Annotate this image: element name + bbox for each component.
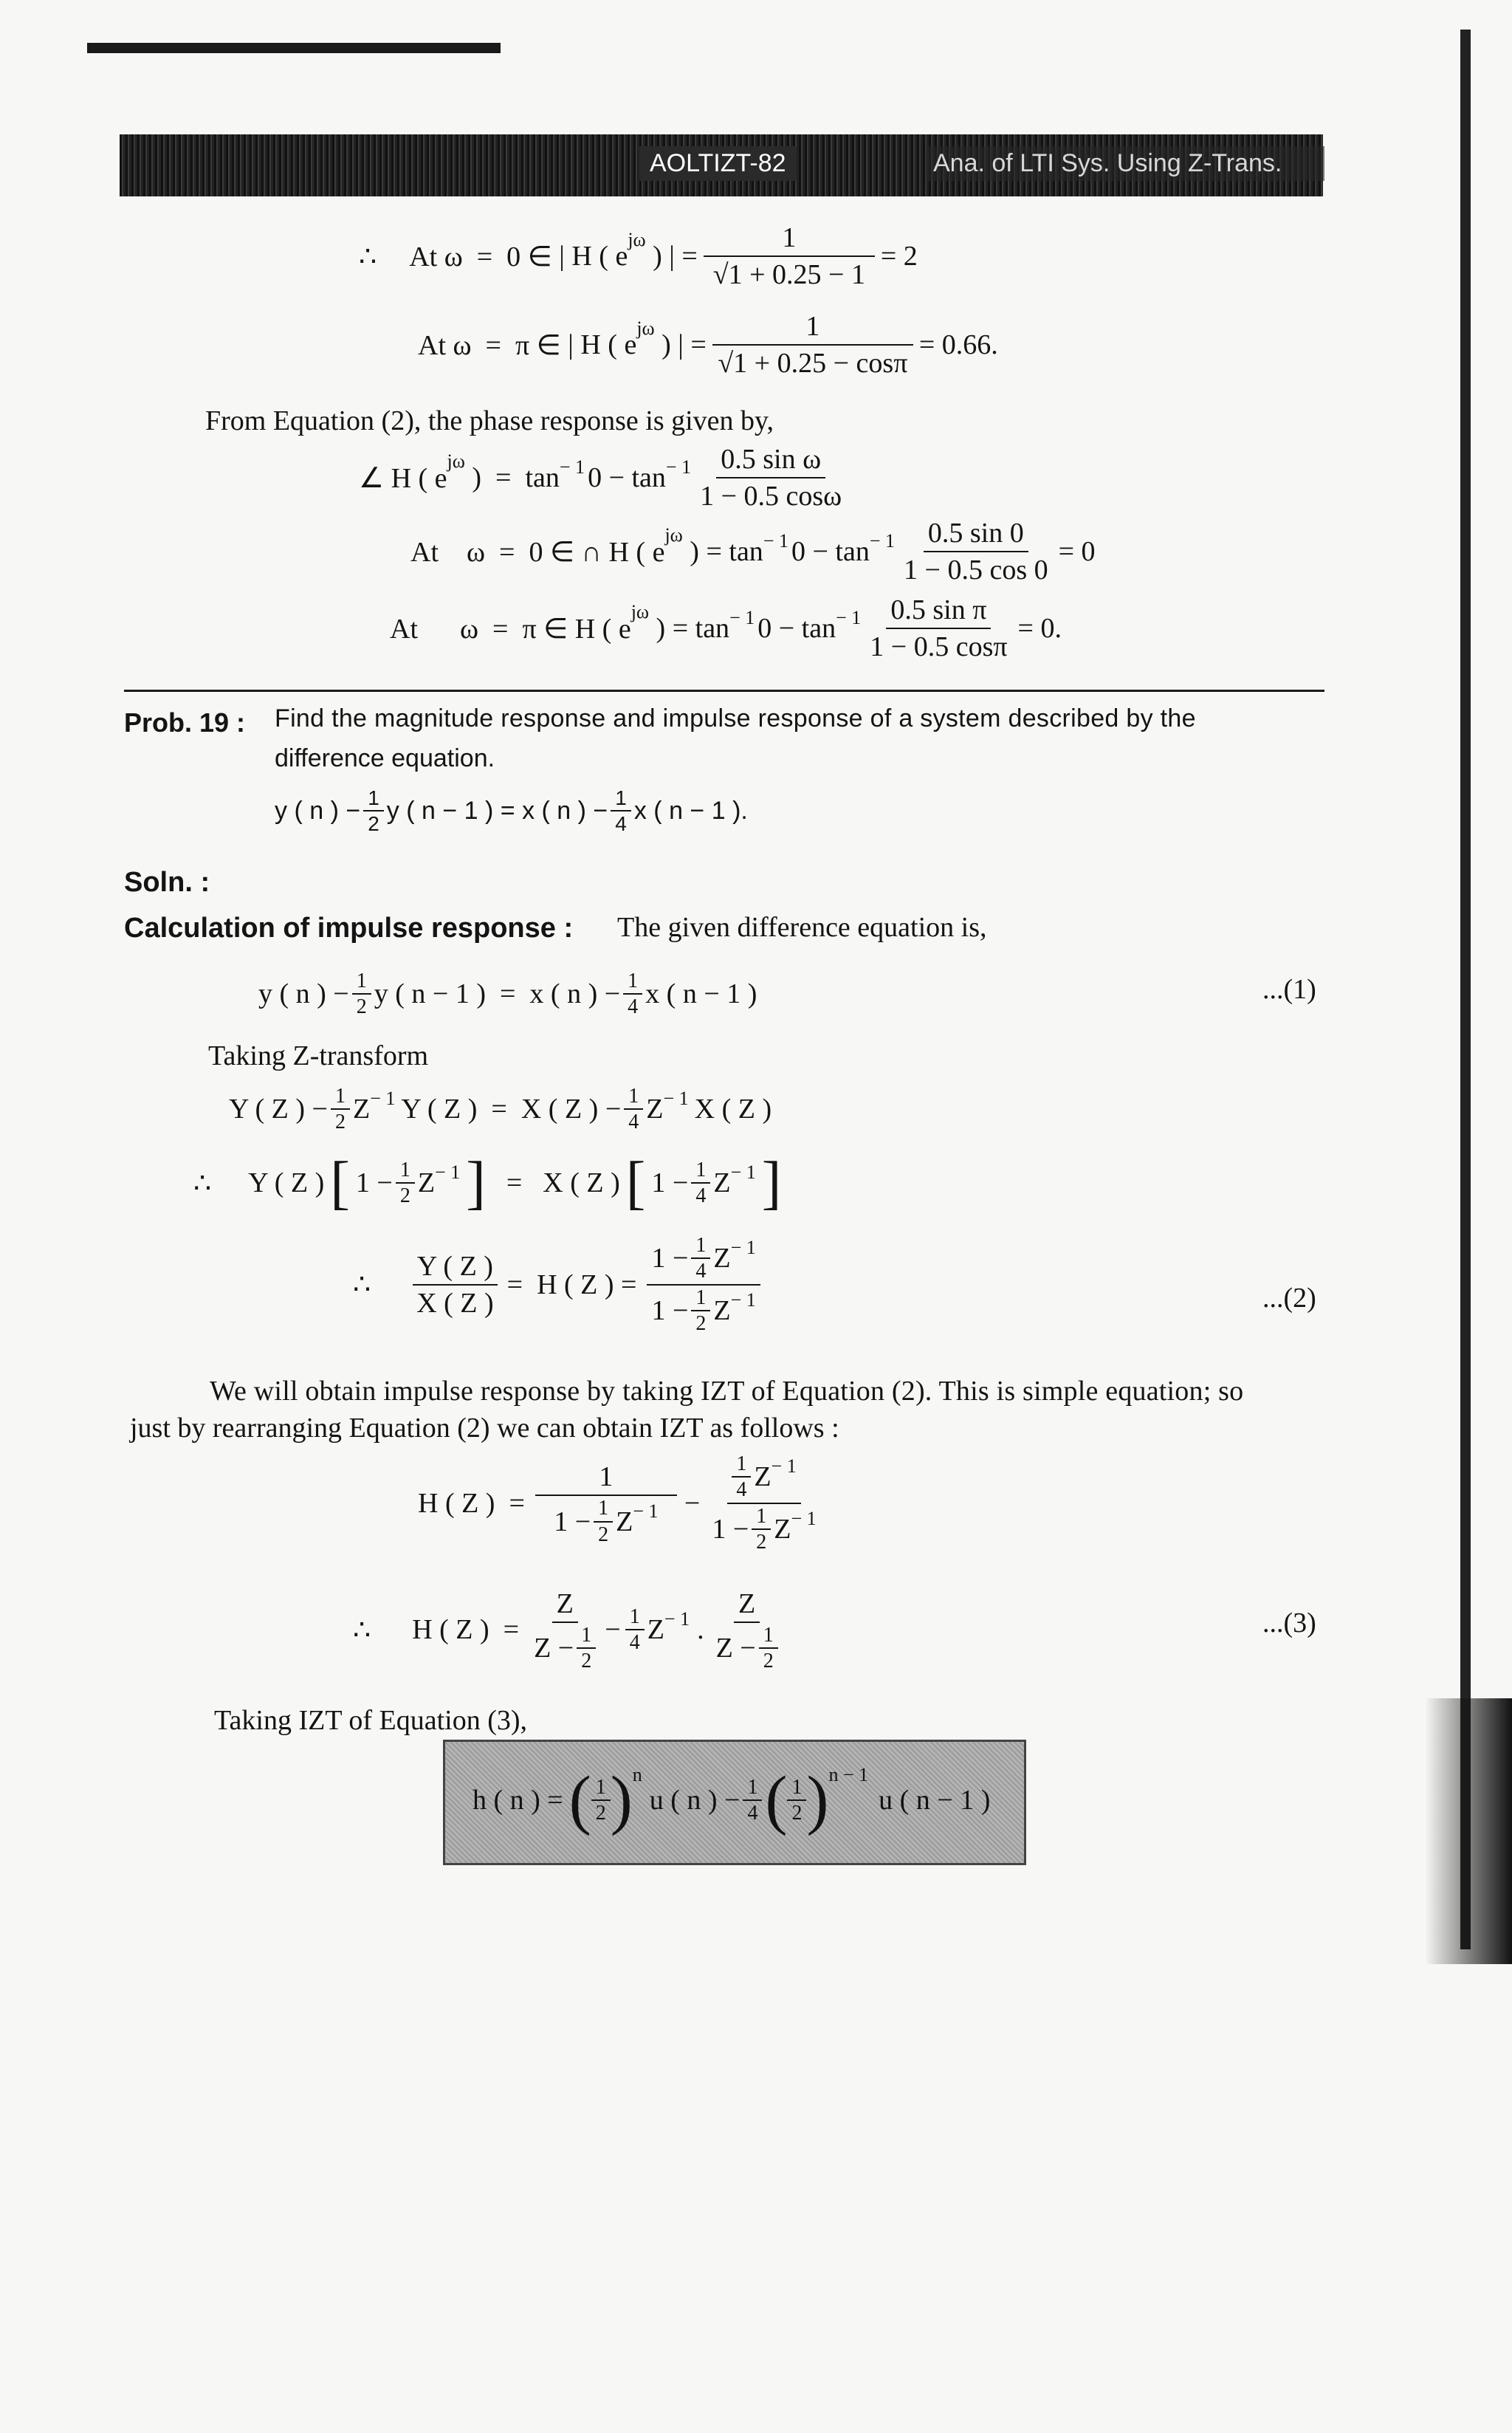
phase-intro: From Equation (2), the phase response is given by, bbox=[205, 405, 774, 436]
phase-fraction-2: $\frac{0.5 \sin 0}{1 - 0.5 \cos 0}$ bbox=[904, 518, 1048, 586]
equation-3: ∴ H ( Z ) = Z Z − $\frac{1}{2}$ − $\frac{1}{4}$ Z − 1 . Z Z − $\frac{1}{2}$ bbox=[353, 1588, 783, 1672]
section-text: The given difference equation is, bbox=[617, 912, 987, 943]
phase-fraction-1: $\frac{\text{0.5 sin ω}}{1 - 0.5 \cos\omega}$ bbox=[700, 444, 842, 512]
equation-2-tag: ...(2) bbox=[1262, 1283, 1316, 1314]
impulse-response-result: h ( n ) = ( $\frac{1}{2}$ ) n u ( n ) − $\frac{1}{4}$ ( $\frac{1}{2}$ ) n − 1 u ( n − 1 ) bbox=[472, 1763, 991, 1836]
equation-1: y ( n ) − $\frac{1}{2}$ y ( n − 1 ) = x ( n ) − $\frac{1}{4}$ x ( n − 1 ) bbox=[258, 970, 757, 1019]
header-code: AOLTIZT-82 bbox=[639, 146, 797, 181]
h-z-split-equation: H ( Z ) = 1 1 − $\frac{1}{2}$ Z − 1 − $\frac{1}{4}$ Z − 1 1 − $\frac{1}{2}$ Z − 1 bbox=[418, 1452, 817, 1554]
section-divider bbox=[124, 690, 1324, 692]
magnitude-fraction-2: $\frac{1}{√1 + 0.25 - \cos\pi}$ bbox=[712, 310, 913, 380]
problem-label: Prob. 19 : bbox=[124, 707, 246, 738]
page-edge-shadow-wide bbox=[1425, 1698, 1512, 1964]
page-edge-shadow bbox=[1460, 30, 1471, 1949]
problem-equation: y ( n ) − $\frac{1}{2}$ y ( n − 1 ) = x ( n ) − $\frac{1}{4}$ x ( n − 1 ). bbox=[275, 786, 748, 836]
problem-text-line-1: Find the magnitude response and impulse response of a system described by the bbox=[275, 704, 1196, 732]
magnitude-row-2: At ω = π ∈ | H ( e jω ) | = $\frac{1}{√1 + 0.25 - \cos\pi}$ = 0.66. bbox=[418, 311, 998, 379]
problem-fraction-half: $\frac{1}{2}$ bbox=[363, 787, 384, 835]
magnitude-row-1: ∴ At ω = 0 ∈ | H ( e jω ) | = $\frac{1}{√1 + 0.25 - 1}$ = 2 bbox=[359, 222, 918, 290]
magnitude-fraction-1: $\frac{1}{√1 + 0.25 - 1}$ bbox=[704, 222, 875, 291]
phase-fraction-3: $\frac{\text{0.5 sin π}}{1 - 0.5 \cos\pi}$ bbox=[870, 594, 1008, 662]
paragraph-line-2: just by rearranging Equation (2) we can obtain IZT as follows : bbox=[130, 1413, 839, 1444]
equation-1-tag: ...(1) bbox=[1262, 974, 1316, 1005]
taking-izt: Taking IZT of Equation (3), bbox=[214, 1705, 528, 1736]
phase-row-3: At ω = π ∈ H ( e jω ) = tan − 1 0 − tan − 1 $\frac{\text{0.5 sin π}}{1 - 0.5 \cos\pi}$ = 0. bbox=[390, 594, 1062, 662]
taking-z-transform: Taking Z-transform bbox=[208, 1040, 429, 1071]
equation-3-tag: ...(3) bbox=[1262, 1607, 1316, 1638]
transfer-function-fraction: 1 − $\frac{1}{4}$ Z − 1 1 − $\frac{1}{2}$ Z − 1 bbox=[647, 1235, 760, 1335]
factored-equation: ∴ Y ( Z ) [ 1 − $\frac{1}{2}$ Z − 1 ] = X ( Z ) [ 1 − $\frac{1}{4}$ Z − 1 ] bbox=[193, 1150, 782, 1215]
top-rule-thin bbox=[87, 49, 501, 52]
problem-text-line-2: difference equation. bbox=[275, 744, 495, 772]
z-transform-equation: Y ( Z ) − $\frac{1}{2}$ Z − 1 Y ( Z ) = X ( Z ) − $\frac{1}{4}$ Z − 1 X ( Z ) bbox=[229, 1085, 772, 1134]
phase-row-2: At ω = 0 ∈ ∩ H ( e jω ) = tan − 1 0 − tan − 1 $\frac{0.5 \sin 0}{1 - 0.5 \cos 0}$ = 0 bbox=[410, 518, 1096, 586]
solution-label: Soln. : bbox=[124, 867, 210, 898]
section-heading: Calculation of impulse response : bbox=[124, 913, 574, 944]
paragraph-line-1: We will obtain impulse response by taking IZT of Equation (2). This is simple equation; so bbox=[210, 1376, 1244, 1407]
header-chapter: Ana. of LTI Sys. Using Z-Trans. bbox=[926, 146, 1324, 181]
equation-2: ∴ $\frac{Y ( Z )}{X ( Z )}$ = H ( Z ) = 1 − $\frac{1}{4}$ Z − 1 1 − $\frac{1}{2}$ Z − 1 bbox=[353, 1235, 760, 1335]
therefore-symbol: ∴ bbox=[359, 241, 377, 272]
phase-row-1: ∠ H ( e jω ) = tan − 1 0 − tan − 1 $\frac{\text{0.5 sin ω}}{1 - 0.5 \cos\omega}$ bbox=[359, 443, 846, 512]
problem-fraction-quarter: $\frac{1}{4}$ bbox=[611, 787, 631, 835]
